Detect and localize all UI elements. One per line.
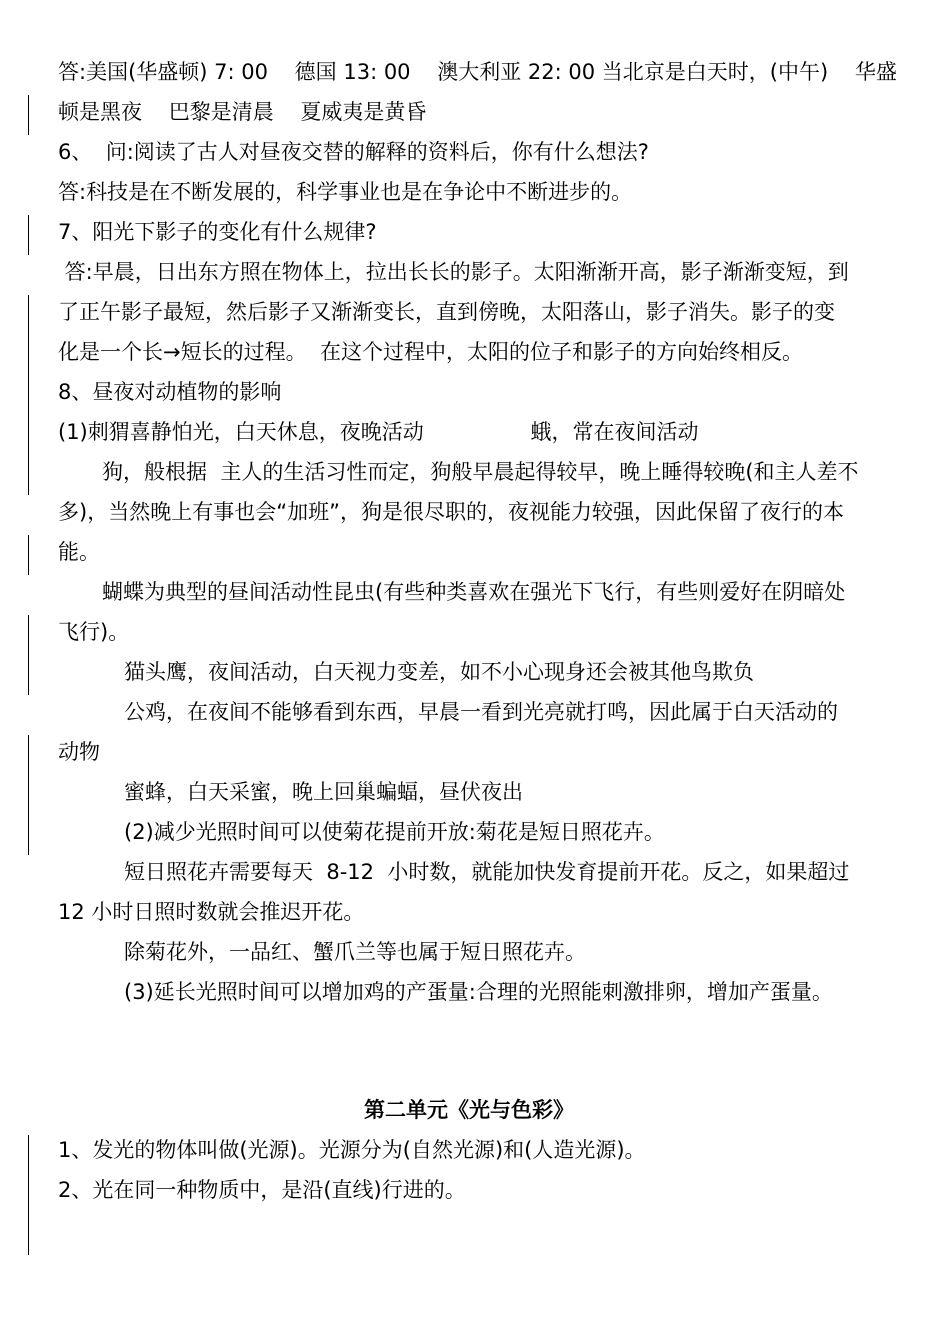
answer-line: 答:早晨，日出东方照在物体上，拉出长长的影子。太阳渐渐开高，影子渐渐变短，到: [58, 260, 849, 284]
paragraph-line: 公鸡，在夜间不能够看到东西，早晨一看到光亮就打鸣，因此属于白天活动的: [124, 700, 838, 724]
section-line: 1、发光的物体叫做(光源)。光源分为(自然光源)和(人造光源)。: [58, 1138, 646, 1162]
question-line: 6、 问:阅读了古人对昼夜交替的解释的资料后，你有什么想法?: [58, 140, 649, 164]
paragraph-line: 蝴蝶为典型的昼间活动性昆虫(有些种类喜欢在强光下飞行，有些则爱好在阴暗处: [102, 580, 846, 604]
answer-line: 答:科技是在不断发展的，科学事业也是在争论中不断进步的。: [58, 180, 633, 204]
margin-change-bar: [28, 615, 29, 695]
paragraph-line: 了正午影子最短，然后影子又渐渐变长，直到傍晚，太阳落山，影子消失。影子的变: [58, 300, 835, 324]
paragraph-line: 化是一个长→短长的过程。 在这个过程中，太阳的位子和影子的方向始终相反。: [58, 340, 803, 364]
paragraph-line: 12 小时日照时数就会推迟开花。: [58, 900, 365, 924]
paragraph-line: (1)刺猬喜静怕光，白天休息，夜晚活动 蛾，常在夜间活动: [58, 420, 699, 444]
section-title: 第二单元《光与色彩》: [364, 1098, 574, 1122]
paragraph-line: 狗，般根据 主人的生活习性而定，狗般早晨起得较早，晚上睡得较晚(和主人差不: [102, 460, 859, 484]
paragraph-line: 顿是黑夜 巴黎是清晨 夏威夷是黄昏: [58, 100, 427, 124]
margin-change-bar: [28, 735, 29, 855]
margin-change-bar: [28, 95, 29, 135]
margin-change-bar: [28, 215, 29, 255]
paragraph-line: 多)，当然晚上有事也会“加班”，狗是很尽职的，夜视能力较强，因此保留了夜行的本: [58, 500, 844, 524]
paragraph-line: 动物: [58, 740, 100, 764]
margin-change-bar: [28, 1135, 29, 1255]
margin-change-bar: [28, 295, 29, 495]
paragraph-line: 答:美国(华盛顿) 7: 00 德国 13: 00 澳大利亚 22: 00 当北京是白天时，(中午) 华盛: [58, 60, 897, 84]
paragraph-line: 蜜蜂，白天采蜜，晚上回巢蝙蝠，昼伏夜出: [124, 780, 523, 804]
paragraph-line: 短日照花卉需要每天 8-12 小时数，就能加快发育提前开花。反之，如果超过: [124, 860, 850, 884]
question-line: 8、昼夜对动植物的影响: [58, 380, 282, 404]
paragraph-line: 猫头鹰，夜间活动，白天视力变差，如不小心现身还会被其他鸟欺负: [124, 660, 754, 684]
paragraph-line: (2)减少光照时间可以使菊花提前开放:菊花是短日照花卉。: [124, 820, 665, 844]
question-line: 7、阳光下影子的变化有什么规律?: [58, 220, 377, 244]
margin-change-bar: [28, 535, 29, 575]
paragraph-line: 除菊花外，一品红、蟹爪兰等也属于短日照花卉。: [124, 940, 586, 964]
paragraph-line: 能。: [58, 540, 100, 564]
section-line: 2、光在同一种物质中，是沿(直线)行进的。: [58, 1178, 466, 1202]
paragraph-line: (3)延长光照时间可以增加鸡的产蛋量:合理的光照能刺激排卵，增加产蛋量。: [124, 980, 833, 1004]
paragraph-line: 飞行)。: [58, 620, 130, 644]
